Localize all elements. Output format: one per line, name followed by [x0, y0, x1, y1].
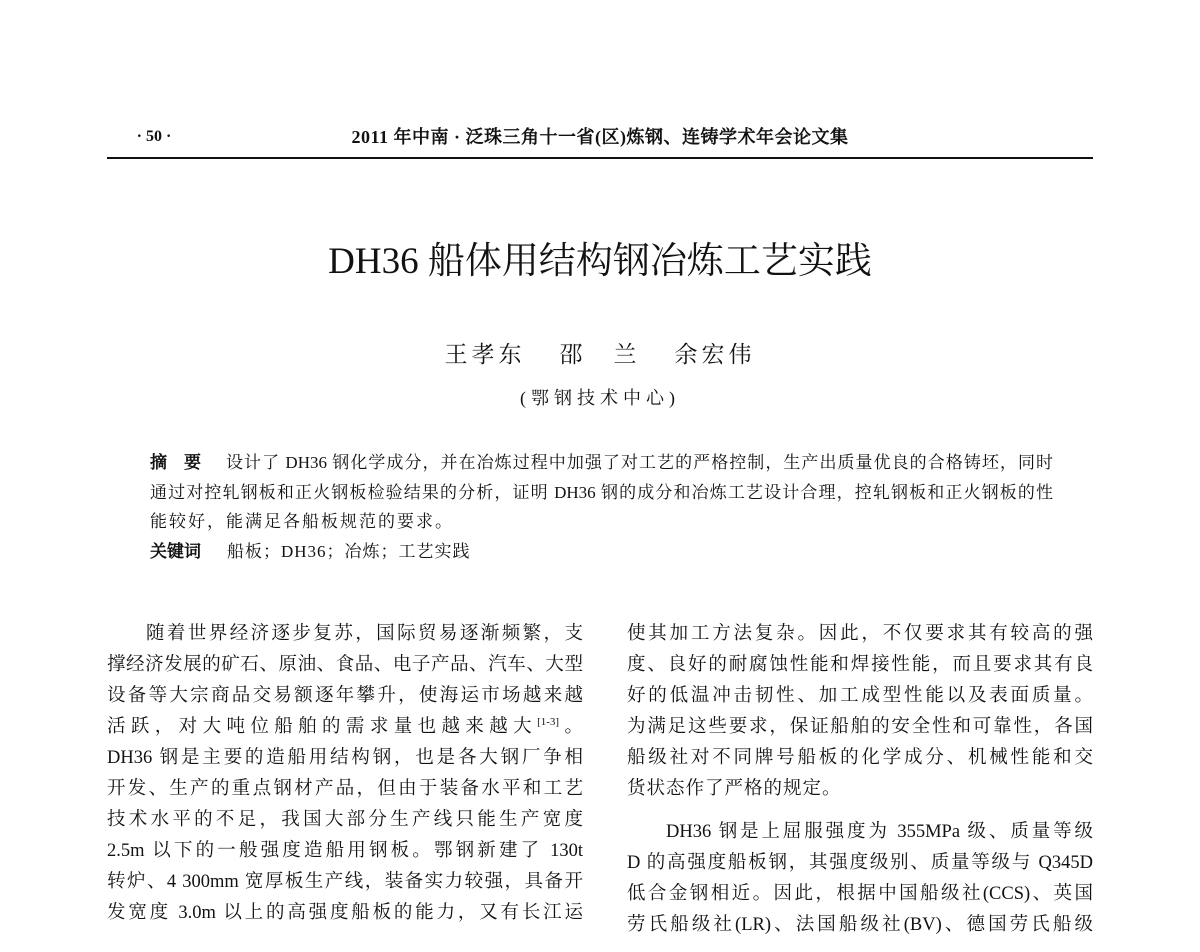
- author: 邵 兰: [559, 342, 641, 367]
- citation-ref: [1-3]: [537, 716, 560, 728]
- abstract-line: 能较好，能满足各船板规范的要求。: [150, 512, 454, 531]
- keywords: [150, 537, 1053, 566]
- page-number: · 50 ·: [136, 128, 172, 145]
- body-line: 使其加工方法复杂。因此，不仅要求其有较高的强: [627, 624, 1093, 644]
- running-title: 2011 年中南 · 泛珠三角十一省(区)炼钢、连铸学术年会论文集: [351, 127, 849, 147]
- body-line: 技术水平的不足，我国大部分生产线只能生产宽度: [107, 810, 583, 830]
- body-line: 货状态作了严格的规定。: [627, 779, 842, 799]
- body-line: 开发、生产的重点钢材产品，但由于装备水平和工艺: [107, 779, 583, 799]
- body-line: [107, 712, 583, 743]
- header-rule: [107, 157, 1093, 159]
- body-line: 转炉、4 300mm 宽厚板生产线，装备实力较强，具备开: [107, 872, 583, 892]
- body-line: D 的高强度船板钢，其强度级别、质量等级与 Q345D: [627, 853, 1093, 873]
- body-line: 低合金钢相近。因此，根据中国船级社(CCS)、英国: [627, 884, 1093, 904]
- body-line: 度、良好的耐腐蚀性能和焊接性能，而且要求其有良: [627, 655, 1093, 675]
- author: 王孝东: [444, 342, 526, 367]
- abstract: [150, 448, 1053, 537]
- body-right-column: [627, 619, 1093, 941]
- author: 余宏伟: [674, 342, 756, 367]
- abstract-label: 摘 要: [150, 453, 201, 472]
- abstract-text: 设计了 DH36 钢化学成分，并在冶炼过程中加强了对工艺的严格控制，生产出质量优良的合格铸坯，同时: [226, 453, 1053, 472]
- body-line: DH36 钢是主要的造船用结构钢，也是各大钢厂争相: [107, 748, 583, 768]
- body-line-text: 活跃，对大吨位船舶的需求量也越来越大: [107, 717, 538, 737]
- author-list: [0, 340, 1200, 370]
- abstract-line: 通过对控轧钢板和正火钢板检验结果的分析，证明 DH36 钢的成分和冶炼工艺设计合理，控轧钢板和正火钢板的性: [150, 482, 1053, 502]
- body-left-column: [107, 619, 583, 929]
- body-line: 好的低温冲击韧性、加工成型性能以及表面质量。: [627, 686, 1093, 706]
- keywords-text: 船板；DH36；冶炼；工艺实践: [227, 542, 471, 561]
- body-line: 为满足这些要求，保证船舶的安全性和可靠性，各国: [627, 717, 1093, 737]
- body-line: 撑经济发展的矿石、原油、食品、电子产品、汽车、大型: [107, 655, 583, 675]
- affiliation: (鄂钢技术中心): [520, 388, 680, 408]
- body-line: DH36 钢是上屈服强度为 355MPa 级、质量等级: [666, 822, 1093, 842]
- body-line-text: 。: [559, 717, 583, 737]
- body-line: 船级社对不同牌号船板的化学成分、机械性能和交: [627, 748, 1093, 768]
- body-line: 劳氏船级社(LR)、法国船级社(BV)、德国劳氏船级: [627, 915, 1093, 935]
- paper-title: DH36 船体用结构钢冶炼工艺实践: [328, 241, 872, 282]
- body-line: 随着世界经济逐步复苏，国际贸易逐渐频繁，支: [146, 624, 583, 644]
- body-line: 设备等大宗商品交易额逐年攀升，使海运市场越来越: [107, 686, 583, 706]
- body-line: 2.5m 以下的一般强度造船用钢板。鄂钢新建了 130t: [107, 841, 583, 861]
- abstract-line: [150, 448, 1053, 478]
- body-line: 发宽度 3.0m 以上的高强度船板的能力，又有长江运: [107, 903, 583, 923]
- keywords-label: 关键词: [150, 542, 201, 561]
